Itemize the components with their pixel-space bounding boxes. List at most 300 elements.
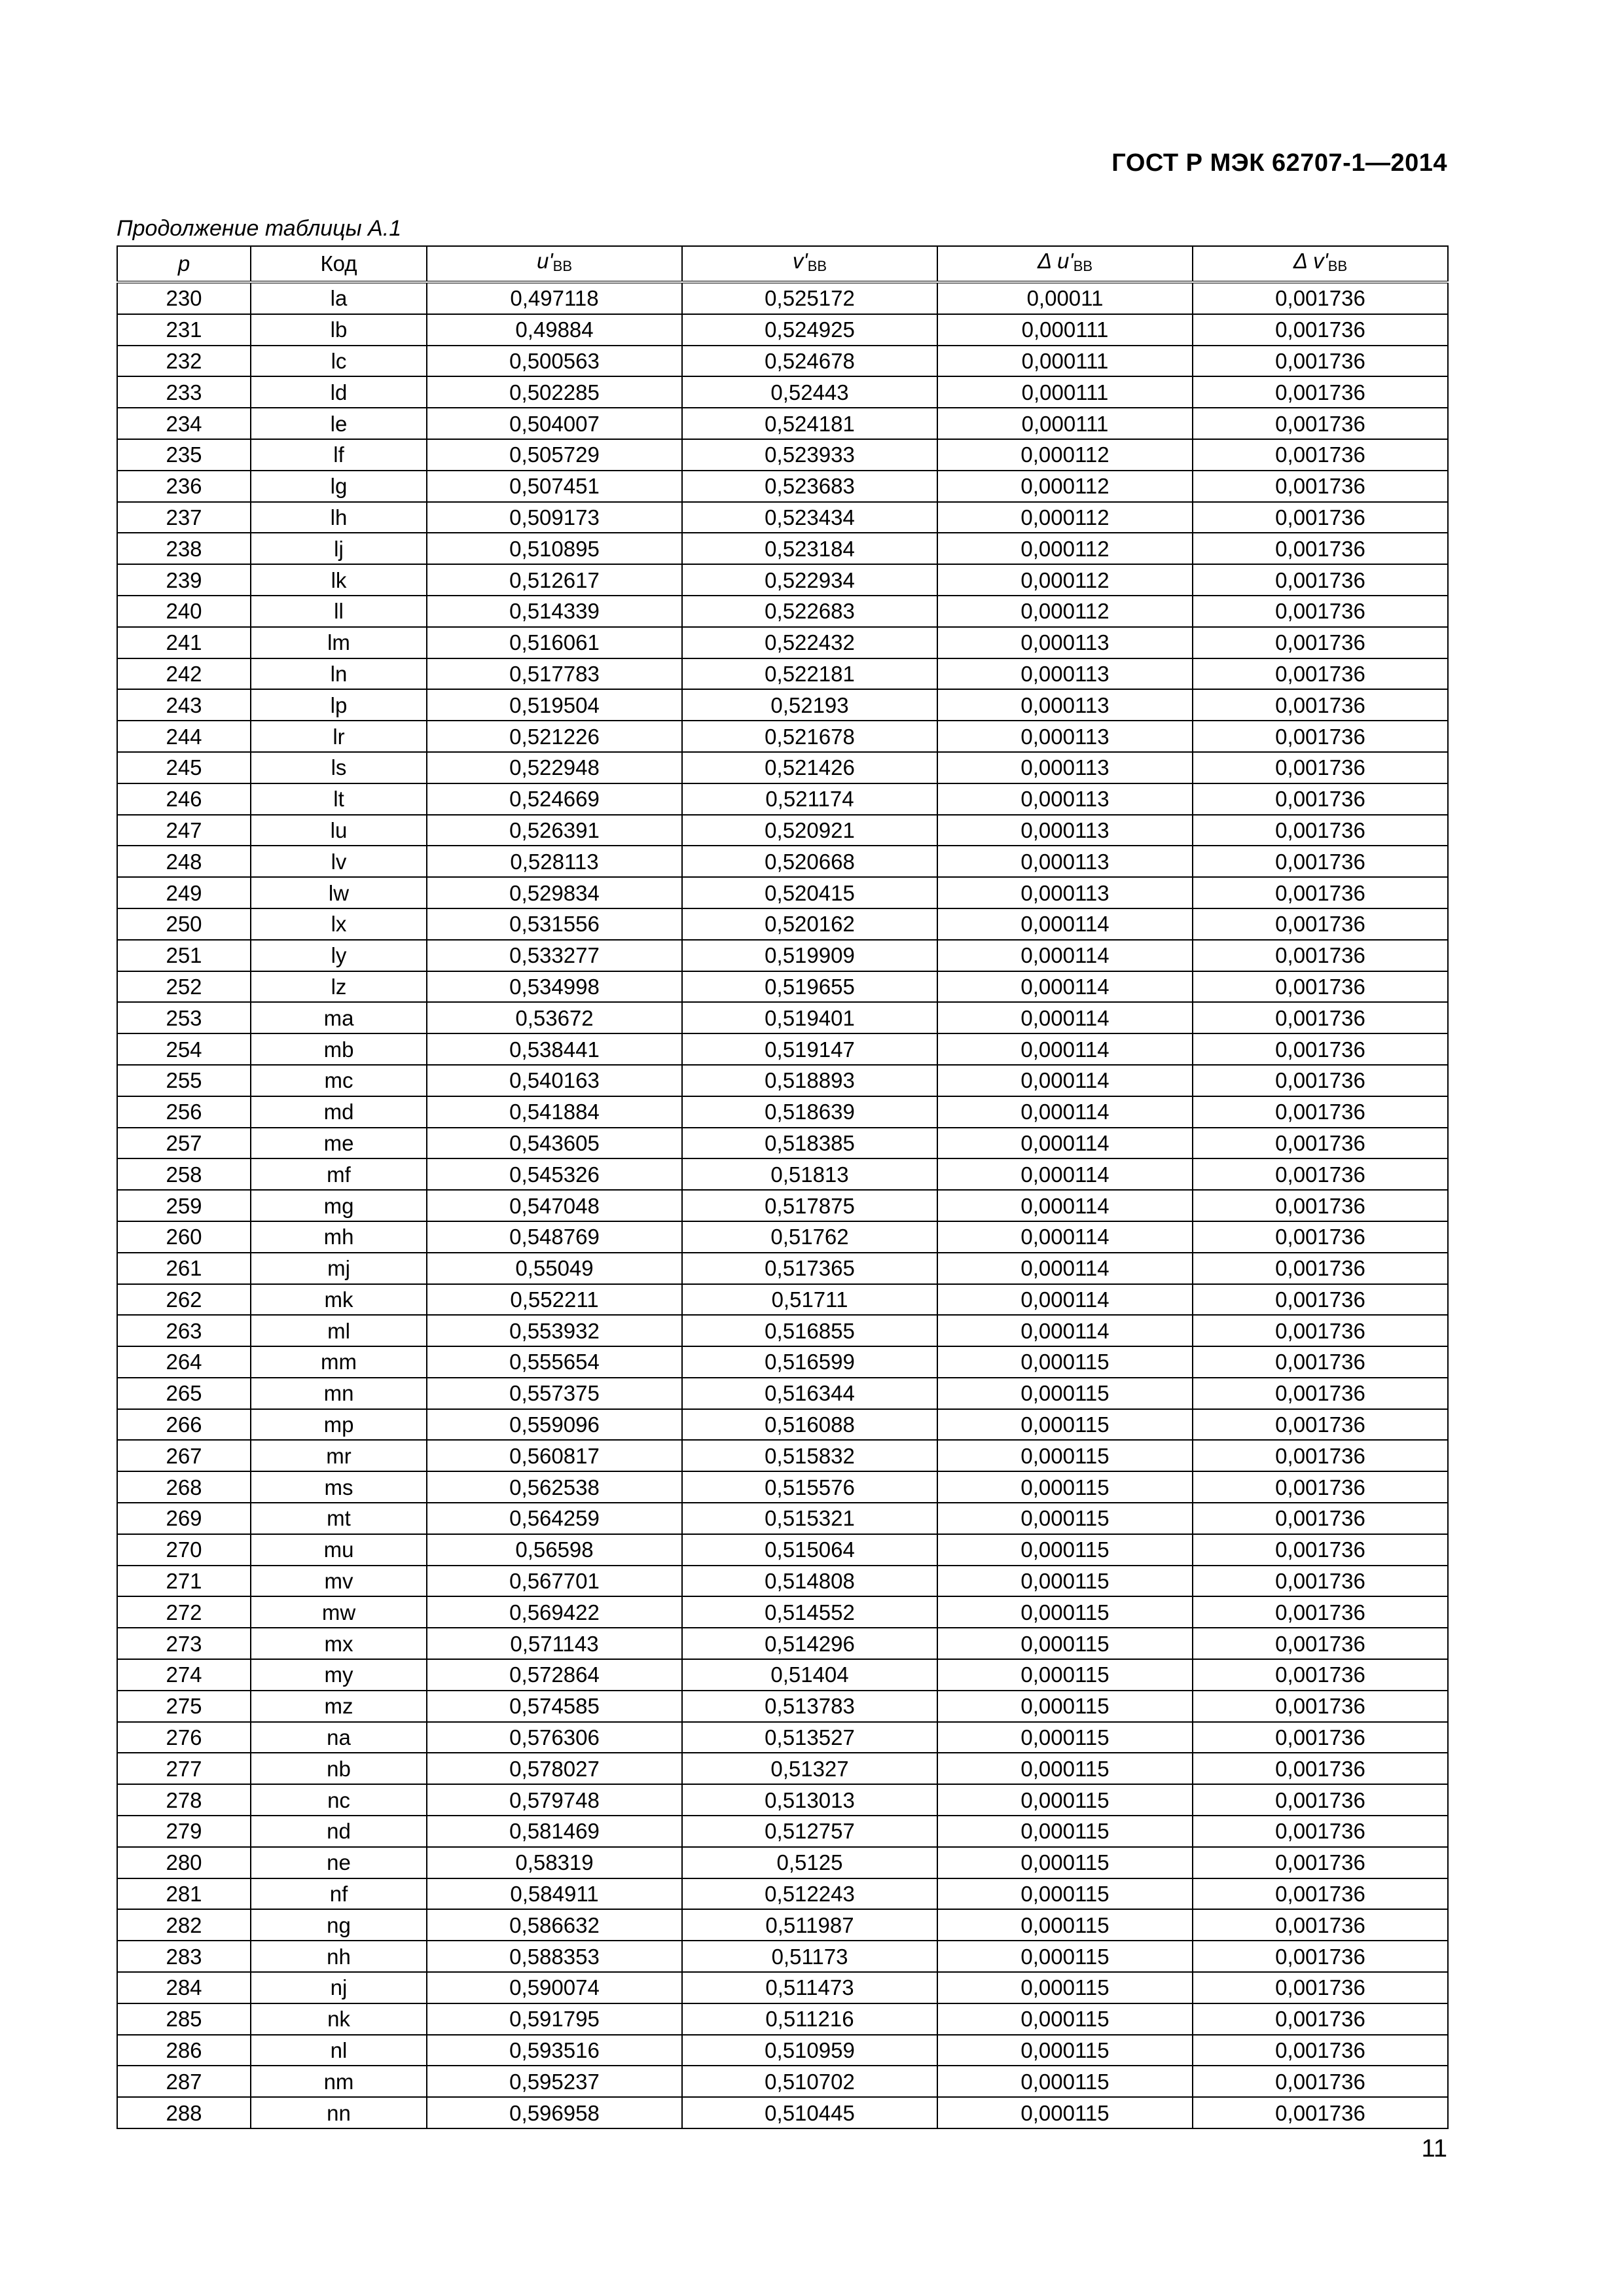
cell-p: 236 bbox=[117, 471, 251, 502]
cell-code: ml bbox=[251, 1315, 427, 1346]
cell-delta-u: 0,000115 bbox=[937, 1471, 1193, 1503]
cell-delta-u: 0,000113 bbox=[937, 877, 1193, 908]
table-row bbox=[117, 408, 1448, 439]
cell-delta-u: 0,000114 bbox=[937, 1158, 1193, 1190]
table-row bbox=[117, 282, 1448, 314]
cell-u: 0,553932 bbox=[427, 1315, 682, 1346]
cell-u: 0,595237 bbox=[427, 2066, 682, 2097]
cell-delta-v: 0,001736 bbox=[1193, 1065, 1448, 1096]
cell-delta-u: 0,000113 bbox=[937, 689, 1193, 721]
cell-delta-u: 0,000115 bbox=[937, 1691, 1193, 1722]
table-row bbox=[117, 658, 1448, 690]
cell-u: 0,505729 bbox=[427, 439, 682, 471]
cell-delta-v: 0,001736 bbox=[1193, 1816, 1448, 1847]
table-row bbox=[117, 752, 1448, 783]
cell-u: 0,538441 bbox=[427, 1033, 682, 1065]
cell-code: lt bbox=[251, 783, 427, 815]
cell-delta-v: 0,001736 bbox=[1193, 1315, 1448, 1346]
cell-v: 0,520668 bbox=[682, 846, 937, 877]
cell-delta-u: 0,000114 bbox=[937, 1284, 1193, 1316]
cell-code: lg bbox=[251, 471, 427, 502]
cell-u: 0,552211 bbox=[427, 1284, 682, 1316]
cell-p: 274 bbox=[117, 1659, 251, 1691]
cell-delta-u: 0,000115 bbox=[937, 1409, 1193, 1441]
cell-delta-u: 0,000113 bbox=[937, 658, 1193, 690]
cell-code: nn bbox=[251, 2097, 427, 2128]
cell-delta-u: 0,000115 bbox=[937, 1784, 1193, 1816]
table-row bbox=[117, 2066, 1448, 2097]
cell-delta-u: 0,000113 bbox=[937, 627, 1193, 658]
cell-delta-v: 0,001736 bbox=[1193, 2003, 1448, 2035]
cell-code: mm bbox=[251, 1346, 427, 1378]
cell-code: nm bbox=[251, 2066, 427, 2097]
cell-u: 0,579748 bbox=[427, 1784, 682, 1816]
cell-v: 0,515064 bbox=[682, 1534, 937, 1566]
cell-p: 266 bbox=[117, 1409, 251, 1441]
cell-code: nj bbox=[251, 1972, 427, 2003]
table-row bbox=[117, 1065, 1448, 1096]
cell-u: 0,562538 bbox=[427, 1471, 682, 1503]
cell-v: 0,5125 bbox=[682, 1847, 937, 1878]
cell-delta-v: 0,001736 bbox=[1193, 1753, 1448, 1784]
cell-p: 244 bbox=[117, 721, 251, 752]
cell-delta-v: 0,001736 bbox=[1193, 1628, 1448, 1659]
cell-delta-u: 0,000114 bbox=[937, 1190, 1193, 1221]
cell-code: lh bbox=[251, 502, 427, 533]
cell-u: 0,526391 bbox=[427, 815, 682, 846]
cell-delta-u: 0,000114 bbox=[937, 1002, 1193, 1033]
cell-u: 0,56598 bbox=[427, 1534, 682, 1566]
table-row bbox=[117, 1378, 1448, 1409]
cell-p: 272 bbox=[117, 1596, 251, 1628]
table-row bbox=[117, 346, 1448, 377]
cell-delta-v: 0,001736 bbox=[1193, 1847, 1448, 1878]
cell-delta-u: 0,000115 bbox=[937, 2003, 1193, 2035]
cell-code: lj bbox=[251, 533, 427, 564]
cell-u: 0,541884 bbox=[427, 1096, 682, 1128]
cell-code: mw bbox=[251, 1596, 427, 1628]
cell-u: 0,591795 bbox=[427, 2003, 682, 2035]
cell-delta-v: 0,001736 bbox=[1193, 815, 1448, 846]
cell-delta-v: 0,001736 bbox=[1193, 1346, 1448, 1378]
cell-p: 270 bbox=[117, 1534, 251, 1566]
table-row bbox=[117, 1440, 1448, 1471]
cell-delta-v: 0,001736 bbox=[1193, 1471, 1448, 1503]
cell-code: lz bbox=[251, 971, 427, 1003]
table-row bbox=[117, 846, 1448, 877]
col-header-delta-u-label: Δ u' bbox=[1037, 249, 1074, 273]
table-row bbox=[117, 908, 1448, 940]
cell-code: mt bbox=[251, 1503, 427, 1534]
cell-code: mr bbox=[251, 1440, 427, 1471]
cell-v: 0,511216 bbox=[682, 2003, 937, 2035]
cell-code: lw bbox=[251, 877, 427, 908]
cell-v: 0,522683 bbox=[682, 596, 937, 627]
table-row bbox=[117, 1878, 1448, 1910]
cell-delta-u: 0,000115 bbox=[937, 1878, 1193, 1910]
cell-p: 285 bbox=[117, 2003, 251, 2035]
cell-v: 0,514296 bbox=[682, 1628, 937, 1659]
cell-p: 231 bbox=[117, 314, 251, 346]
table-row bbox=[117, 533, 1448, 564]
cell-delta-v: 0,001736 bbox=[1193, 1784, 1448, 1816]
cell-u: 0,531556 bbox=[427, 908, 682, 940]
cell-v: 0,511987 bbox=[682, 1909, 937, 1941]
cell-delta-u: 0,000114 bbox=[937, 1315, 1193, 1346]
cell-delta-v: 0,001736 bbox=[1193, 1253, 1448, 1284]
cell-p: 282 bbox=[117, 1909, 251, 1941]
cell-p: 283 bbox=[117, 1941, 251, 1972]
cell-code: nl bbox=[251, 2035, 427, 2066]
cell-v: 0,512243 bbox=[682, 1878, 937, 1910]
cell-delta-u: 0,000115 bbox=[937, 1972, 1193, 2003]
cell-p: 250 bbox=[117, 908, 251, 940]
cell-delta-u: 0,000115 bbox=[937, 1440, 1193, 1471]
cell-v: 0,519147 bbox=[682, 1033, 937, 1065]
cell-delta-v: 0,001736 bbox=[1193, 1378, 1448, 1409]
table-row bbox=[117, 1691, 1448, 1722]
cell-v: 0,516088 bbox=[682, 1409, 937, 1441]
cell-code: le bbox=[251, 408, 427, 439]
cell-delta-u: 0,000115 bbox=[937, 1566, 1193, 1597]
table-row bbox=[117, 314, 1448, 346]
cell-u: 0,572864 bbox=[427, 1659, 682, 1691]
cell-p: 243 bbox=[117, 689, 251, 721]
table-row bbox=[117, 1002, 1448, 1033]
cell-delta-v: 0,001736 bbox=[1193, 314, 1448, 346]
col-header-delta-v-sub: BB bbox=[1327, 258, 1348, 274]
table-row bbox=[117, 1722, 1448, 1753]
cell-delta-u: 0,000115 bbox=[937, 1534, 1193, 1566]
cell-delta-u: 0,000115 bbox=[937, 1909, 1193, 1941]
table-row bbox=[117, 2035, 1448, 2066]
cell-delta-v: 0,001736 bbox=[1193, 1596, 1448, 1628]
cell-delta-u: 0,000114 bbox=[937, 1033, 1193, 1065]
table-row bbox=[117, 1346, 1448, 1378]
cell-v: 0,523683 bbox=[682, 471, 937, 502]
cell-code: ld bbox=[251, 376, 427, 408]
cell-u: 0,560817 bbox=[427, 1440, 682, 1471]
cell-delta-u: 0,000114 bbox=[937, 1065, 1193, 1096]
cell-code: ls bbox=[251, 752, 427, 783]
cell-delta-v: 0,001736 bbox=[1193, 1972, 1448, 2003]
cell-v: 0,51711 bbox=[682, 1284, 937, 1316]
cell-v: 0,514552 bbox=[682, 1596, 937, 1628]
cell-v: 0,524181 bbox=[682, 408, 937, 439]
table-row bbox=[117, 596, 1448, 627]
cell-u: 0,53672 bbox=[427, 1002, 682, 1033]
cell-u: 0,584911 bbox=[427, 1878, 682, 1910]
cell-v: 0,513527 bbox=[682, 1722, 937, 1753]
cell-v: 0,521426 bbox=[682, 752, 937, 783]
table-row bbox=[117, 1096, 1448, 1128]
cell-u: 0,524669 bbox=[427, 783, 682, 815]
header-row bbox=[117, 246, 1448, 282]
cell-code: mz bbox=[251, 1691, 427, 1722]
cell-v: 0,516599 bbox=[682, 1346, 937, 1378]
cell-u: 0,586632 bbox=[427, 1909, 682, 1941]
table-row bbox=[117, 815, 1448, 846]
table-row bbox=[117, 1221, 1448, 1253]
cell-v: 0,520415 bbox=[682, 877, 937, 908]
cell-delta-u: 0,000115 bbox=[937, 2097, 1193, 2128]
cell-u: 0,576306 bbox=[427, 1722, 682, 1753]
cell-p: 249 bbox=[117, 877, 251, 908]
cell-p: 235 bbox=[117, 439, 251, 471]
table-row bbox=[117, 1847, 1448, 1878]
table-row bbox=[117, 783, 1448, 815]
cell-code: ng bbox=[251, 1909, 427, 1941]
cell-delta-u: 0,000111 bbox=[937, 346, 1193, 377]
cell-p: 268 bbox=[117, 1471, 251, 1503]
cell-delta-u: 0,000114 bbox=[937, 908, 1193, 940]
table-row bbox=[117, 1596, 1448, 1628]
cell-delta-v: 0,001736 bbox=[1193, 877, 1448, 908]
cell-delta-v: 0,001736 bbox=[1193, 1033, 1448, 1065]
cell-p: 256 bbox=[117, 1096, 251, 1128]
table-row bbox=[117, 940, 1448, 971]
cell-p: 286 bbox=[117, 2035, 251, 2066]
cell-p: 240 bbox=[117, 596, 251, 627]
cell-delta-v: 0,001736 bbox=[1193, 1691, 1448, 1722]
cell-delta-v: 0,001736 bbox=[1193, 376, 1448, 408]
table-row bbox=[117, 1566, 1448, 1597]
cell-v: 0,51813 bbox=[682, 1158, 937, 1190]
cell-u: 0,555654 bbox=[427, 1346, 682, 1378]
cell-delta-v: 0,001736 bbox=[1193, 1284, 1448, 1316]
cell-v: 0,520921 bbox=[682, 815, 937, 846]
cell-v: 0,523933 bbox=[682, 439, 937, 471]
cell-p: 278 bbox=[117, 1784, 251, 1816]
cell-u: 0,49884 bbox=[427, 314, 682, 346]
cell-delta-v: 0,001736 bbox=[1193, 908, 1448, 940]
cell-u: 0,500563 bbox=[427, 346, 682, 377]
cell-u: 0,514339 bbox=[427, 596, 682, 627]
cell-u: 0,596958 bbox=[427, 2097, 682, 2128]
cell-p: 255 bbox=[117, 1065, 251, 1096]
cell-code: mk bbox=[251, 1284, 427, 1316]
cell-delta-u: 0,000115 bbox=[937, 1722, 1193, 1753]
table-row bbox=[117, 1409, 1448, 1441]
cell-code: mv bbox=[251, 1566, 427, 1597]
cell-code: mf bbox=[251, 1158, 427, 1190]
col-header-delta-u-sub: BB bbox=[1073, 258, 1093, 274]
cell-u: 0,540163 bbox=[427, 1065, 682, 1096]
cell-delta-u: 0,000113 bbox=[937, 846, 1193, 877]
table-row bbox=[117, 1033, 1448, 1065]
cell-delta-v: 0,001736 bbox=[1193, 721, 1448, 752]
table-row bbox=[117, 2097, 1448, 2128]
cell-v: 0,522432 bbox=[682, 627, 937, 658]
cell-v: 0,518893 bbox=[682, 1065, 937, 1096]
cell-v: 0,514808 bbox=[682, 1566, 937, 1597]
cell-delta-v: 0,001736 bbox=[1193, 2097, 1448, 2128]
table-row bbox=[117, 689, 1448, 721]
cell-code: lv bbox=[251, 846, 427, 877]
cell-u: 0,522948 bbox=[427, 752, 682, 783]
cell-delta-u: 0,000115 bbox=[937, 1753, 1193, 1784]
cell-delta-u: 0,000115 bbox=[937, 1346, 1193, 1378]
cell-code: lx bbox=[251, 908, 427, 940]
cell-p: 279 bbox=[117, 1816, 251, 1847]
col-header-delta-v-label: Δ v' bbox=[1293, 249, 1328, 273]
cell-u: 0,517783 bbox=[427, 658, 682, 690]
cell-p: 238 bbox=[117, 533, 251, 564]
table-row bbox=[117, 1534, 1448, 1566]
table-row bbox=[117, 877, 1448, 908]
cell-p: 284 bbox=[117, 1972, 251, 2003]
col-header-p bbox=[117, 246, 251, 282]
cell-v: 0,515832 bbox=[682, 1440, 937, 1471]
table-caption: Продолжение таблицы А.1 bbox=[117, 216, 402, 241]
cell-v: 0,513783 bbox=[682, 1691, 937, 1722]
cell-u: 0,529834 bbox=[427, 877, 682, 908]
cell-delta-u: 0,000112 bbox=[937, 564, 1193, 596]
cell-u: 0,534998 bbox=[427, 971, 682, 1003]
cell-u: 0,557375 bbox=[427, 1378, 682, 1409]
cell-v: 0,524925 bbox=[682, 314, 937, 346]
cell-code: lk bbox=[251, 564, 427, 596]
cell-u: 0,567701 bbox=[427, 1566, 682, 1597]
cell-p: 263 bbox=[117, 1315, 251, 1346]
cell-v: 0,52193 bbox=[682, 689, 937, 721]
cell-code: nb bbox=[251, 1753, 427, 1784]
table-row bbox=[117, 564, 1448, 596]
cell-p: 258 bbox=[117, 1158, 251, 1190]
cell-code: lr bbox=[251, 721, 427, 752]
cell-u: 0,55049 bbox=[427, 1253, 682, 1284]
cell-code: ne bbox=[251, 1847, 427, 1878]
table-row bbox=[117, 1784, 1448, 1816]
cell-delta-u: 0,000112 bbox=[937, 471, 1193, 502]
cell-code: lp bbox=[251, 689, 427, 721]
cell-code: mj bbox=[251, 1253, 427, 1284]
cell-v: 0,511473 bbox=[682, 1972, 937, 2003]
cell-v: 0,517365 bbox=[682, 1253, 937, 1284]
cell-delta-v: 0,001736 bbox=[1193, 2066, 1448, 2097]
cell-p: 239 bbox=[117, 564, 251, 596]
cell-delta-u: 0,00011 bbox=[937, 282, 1193, 314]
cell-p: 233 bbox=[117, 376, 251, 408]
cell-v: 0,515321 bbox=[682, 1503, 937, 1534]
cell-code: mh bbox=[251, 1221, 427, 1253]
cell-p: 281 bbox=[117, 1878, 251, 1910]
cell-u: 0,533277 bbox=[427, 940, 682, 971]
cell-v: 0,522181 bbox=[682, 658, 937, 690]
cell-code: ln bbox=[251, 658, 427, 690]
cell-code: ly bbox=[251, 940, 427, 971]
cell-code: nk bbox=[251, 2003, 427, 2035]
cell-p: 265 bbox=[117, 1378, 251, 1409]
table-row bbox=[117, 1972, 1448, 2003]
cell-u: 0,521226 bbox=[427, 721, 682, 752]
cell-code: ms bbox=[251, 1471, 427, 1503]
cell-delta-v: 0,001736 bbox=[1193, 408, 1448, 439]
table-row bbox=[117, 471, 1448, 502]
cell-v: 0,519401 bbox=[682, 1002, 937, 1033]
cell-delta-v: 0,001736 bbox=[1193, 752, 1448, 783]
cell-delta-u: 0,000114 bbox=[937, 1253, 1193, 1284]
cell-u: 0,58319 bbox=[427, 1847, 682, 1878]
cell-u: 0,528113 bbox=[427, 846, 682, 877]
cell-delta-u: 0,000115 bbox=[937, 2035, 1193, 2066]
cell-delta-u: 0,000111 bbox=[937, 314, 1193, 346]
table-row bbox=[117, 1158, 1448, 1190]
cell-delta-u: 0,000115 bbox=[937, 1378, 1193, 1409]
cell-delta-v: 0,001736 bbox=[1193, 564, 1448, 596]
cell-u: 0,512617 bbox=[427, 564, 682, 596]
cell-delta-u: 0,000115 bbox=[937, 1659, 1193, 1691]
cell-v: 0,512757 bbox=[682, 1816, 937, 1847]
cell-code: mn bbox=[251, 1378, 427, 1409]
cell-delta-u: 0,000115 bbox=[937, 1941, 1193, 1972]
cell-p: 273 bbox=[117, 1628, 251, 1659]
cell-delta-v: 0,001736 bbox=[1193, 1158, 1448, 1190]
cell-delta-v: 0,001736 bbox=[1193, 533, 1448, 564]
table-row bbox=[117, 376, 1448, 408]
cell-delta-u: 0,000113 bbox=[937, 752, 1193, 783]
cell-u: 0,590074 bbox=[427, 1972, 682, 2003]
cell-p: 259 bbox=[117, 1190, 251, 1221]
cell-p: 269 bbox=[117, 1503, 251, 1534]
cell-code: nh bbox=[251, 1941, 427, 1972]
cell-code: mc bbox=[251, 1065, 427, 1096]
cell-p: 245 bbox=[117, 752, 251, 783]
cell-p: 264 bbox=[117, 1346, 251, 1378]
table-row bbox=[117, 1941, 1448, 1972]
cell-code: ll bbox=[251, 596, 427, 627]
table-row bbox=[117, 1253, 1448, 1284]
cell-delta-u: 0,000111 bbox=[937, 376, 1193, 408]
cell-p: 260 bbox=[117, 1221, 251, 1253]
cell-code: lb bbox=[251, 314, 427, 346]
cell-delta-v: 0,001736 bbox=[1193, 346, 1448, 377]
cell-code: nc bbox=[251, 1784, 427, 1816]
document-id-header: ГОСТ Р МЭК 62707-1—2014 bbox=[1111, 149, 1447, 177]
cell-delta-u: 0,000113 bbox=[937, 721, 1193, 752]
cell-delta-u: 0,000114 bbox=[937, 1128, 1193, 1159]
cell-delta-v: 0,001736 bbox=[1193, 846, 1448, 877]
table-row bbox=[117, 1816, 1448, 1847]
cell-v: 0,510959 bbox=[682, 2035, 937, 2066]
cell-v: 0,522934 bbox=[682, 564, 937, 596]
cell-u: 0,502285 bbox=[427, 376, 682, 408]
cell-v: 0,521678 bbox=[682, 721, 937, 752]
cell-delta-u: 0,000115 bbox=[937, 1596, 1193, 1628]
cell-p: 267 bbox=[117, 1440, 251, 1471]
cell-p: 232 bbox=[117, 346, 251, 377]
cell-delta-v: 0,001736 bbox=[1193, 471, 1448, 502]
cell-delta-v: 0,001736 bbox=[1193, 1002, 1448, 1033]
cell-u: 0,519504 bbox=[427, 689, 682, 721]
cell-delta-u: 0,000112 bbox=[937, 502, 1193, 533]
table-header bbox=[117, 246, 1448, 282]
cell-delta-u: 0,000112 bbox=[937, 439, 1193, 471]
cell-p: 261 bbox=[117, 1253, 251, 1284]
table-row bbox=[117, 1909, 1448, 1941]
cell-delta-u: 0,000113 bbox=[937, 815, 1193, 846]
cell-delta-v: 0,001736 bbox=[1193, 783, 1448, 815]
cell-p: 237 bbox=[117, 502, 251, 533]
cell-u: 0,564259 bbox=[427, 1503, 682, 1534]
cell-delta-u: 0,000115 bbox=[937, 1816, 1193, 1847]
cell-delta-v: 0,001736 bbox=[1193, 1096, 1448, 1128]
table-row bbox=[117, 627, 1448, 658]
cell-v: 0,513013 bbox=[682, 1784, 937, 1816]
cell-v: 0,515576 bbox=[682, 1471, 937, 1503]
table-row bbox=[117, 502, 1448, 533]
cell-code: mb bbox=[251, 1033, 427, 1065]
